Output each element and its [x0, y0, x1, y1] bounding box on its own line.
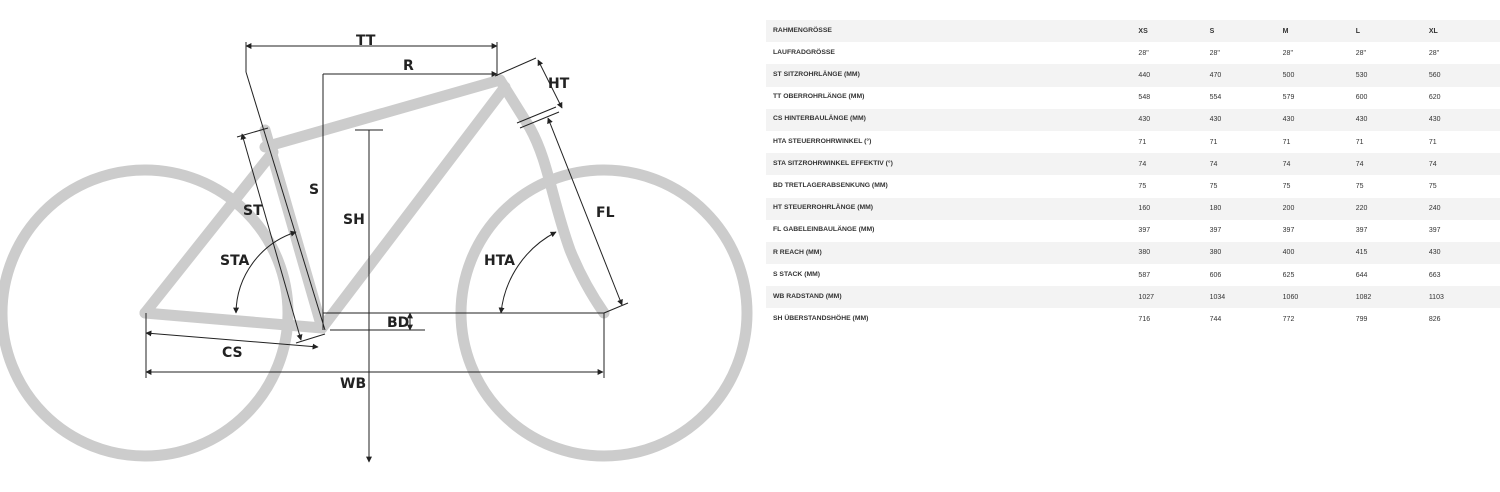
row-value: 554	[1209, 94, 1222, 102]
row-value: 744	[1209, 316, 1222, 324]
header-size-xl: XL	[1428, 27, 1438, 35]
row-value: 620	[1428, 94, 1441, 102]
header-size-l: L	[1355, 27, 1361, 35]
row-value: 75	[1138, 182, 1147, 190]
label-r: R	[403, 58, 414, 74]
row-value: 397	[1138, 227, 1151, 235]
table-row	[766, 42, 1500, 64]
row-label: TT OBERROHRLÄNGE (MM)	[773, 93, 865, 101]
header-label: RAHMENGRÖSSE	[773, 26, 832, 34]
row-value: 430	[1209, 116, 1222, 124]
row-value: 71	[1355, 138, 1364, 146]
row-value: 75	[1355, 182, 1364, 190]
row-label: CS HINTERBAULÄNGE (MM)	[773, 115, 866, 123]
label-sh: SH	[343, 212, 365, 228]
row-value: 74	[1428, 160, 1437, 168]
row-value: 71	[1428, 138, 1437, 146]
row-value: 772	[1282, 316, 1295, 324]
row-value: 240	[1428, 205, 1441, 213]
row-value: 160	[1138, 205, 1151, 213]
row-value: 500	[1282, 71, 1295, 79]
table-header-row	[766, 20, 1500, 42]
row-value: 470	[1209, 71, 1222, 79]
row-value: 28"	[1355, 49, 1367, 57]
label-hta: HTA	[484, 253, 516, 269]
header-size-m: M	[1282, 27, 1289, 35]
row-label: STA SITZROHRWINKEL EFFEKTIV (°)	[773, 159, 893, 167]
header-size-xs: XS	[1138, 27, 1148, 35]
row-value: 74	[1138, 160, 1147, 168]
row-value: 220	[1355, 205, 1368, 213]
row-label: FL GABELEINBAULÄNGE (MM)	[773, 226, 875, 234]
row-value: 716	[1138, 316, 1151, 324]
row-label: ST SITZROHRLÄNGE (MM)	[773, 71, 860, 79]
row-value: 75	[1282, 182, 1291, 190]
row-value: 397	[1428, 227, 1441, 235]
row-label: S STACK (MM)	[773, 270, 821, 278]
row-value: 28"	[1138, 49, 1149, 57]
row-label: WB RADSTAND (MM)	[773, 292, 842, 300]
geometry-table	[766, 20, 1500, 331]
row-value: 397	[1282, 227, 1295, 235]
row-label: HT STEUERROHRLÄNGE (MM)	[773, 204, 874, 212]
row-value: 644	[1355, 271, 1368, 279]
row-value: 600	[1355, 94, 1368, 102]
label-wb: WB	[340, 376, 367, 392]
row-value: 71	[1138, 138, 1147, 146]
row-value: 28"	[1282, 49, 1293, 57]
row-value: 397	[1355, 227, 1368, 235]
row-value: 75	[1428, 182, 1437, 190]
row-value: 1082	[1355, 293, 1372, 301]
row-value: 71	[1209, 138, 1218, 146]
label-tt: TT	[356, 33, 376, 49]
label-bd: BD	[387, 315, 410, 331]
row-value: 663	[1428, 271, 1441, 279]
row-value: 180	[1209, 205, 1222, 213]
table-row	[766, 198, 1500, 220]
row-value: 579	[1282, 94, 1295, 102]
row-value: 380	[1138, 249, 1151, 257]
table-row	[766, 109, 1500, 131]
row-value: 606	[1209, 271, 1222, 279]
row-value: 799	[1355, 316, 1368, 324]
row-value: 430	[1355, 116, 1368, 124]
row-value: 380	[1209, 249, 1222, 257]
table-row	[766, 220, 1500, 242]
row-value: 826	[1428, 316, 1441, 324]
row-value: 400	[1282, 249, 1295, 257]
table-row	[766, 131, 1500, 153]
row-value: 415	[1355, 249, 1368, 257]
row-value: 397	[1209, 227, 1222, 235]
row-value: 74	[1282, 160, 1291, 168]
row-value: 440	[1138, 71, 1151, 79]
label-fl: FL	[596, 205, 615, 221]
table-row	[766, 64, 1500, 86]
row-label: HTA STEUERROHRWINKEL (°)	[773, 137, 872, 145]
row-label: R REACH (MM)	[773, 248, 822, 256]
table-row	[766, 87, 1500, 109]
row-value: 28"	[1209, 49, 1220, 57]
table-row	[766, 153, 1500, 175]
row-value: 625	[1282, 271, 1295, 279]
table-row	[766, 175, 1500, 197]
row-value: 430	[1428, 249, 1441, 257]
row-value: 530	[1355, 71, 1368, 79]
table-row	[766, 242, 1500, 264]
frame	[145, 80, 604, 328]
label-st: ST	[243, 203, 263, 219]
row-value: 560	[1428, 71, 1441, 79]
label-ht: HT	[548, 76, 570, 92]
row-value: 1060	[1282, 293, 1299, 301]
label-sta: STA	[220, 253, 250, 269]
row-value: 28"	[1428, 49, 1440, 57]
row-label: BD TRETLAGERABSENKUNG (MM)	[773, 182, 888, 189]
row-value: 548	[1138, 94, 1151, 102]
label-s: S	[309, 182, 320, 198]
table-row	[766, 286, 1500, 308]
row-value: 75	[1209, 182, 1218, 190]
table-row	[766, 264, 1500, 286]
row-value: 74	[1355, 160, 1364, 168]
row-value: 1103	[1428, 293, 1444, 301]
row-value: 200	[1282, 205, 1295, 213]
row-label: LAUFRADGRÖSSE	[773, 48, 835, 56]
row-value: 1034	[1209, 293, 1226, 301]
row-value: 430	[1138, 116, 1151, 124]
row-value: 1027	[1138, 293, 1154, 301]
label-cs: CS	[222, 345, 243, 361]
row-label: SH ÜBERSTANDSHÖHE (MM)	[773, 315, 869, 323]
row-value: 430	[1428, 116, 1441, 124]
header-size-s: S	[1209, 27, 1215, 35]
table-row	[766, 308, 1500, 330]
row-value: 587	[1138, 271, 1151, 279]
row-value: 430	[1282, 116, 1295, 124]
row-value: 71	[1282, 138, 1291, 146]
dimension-lines	[146, 42, 628, 462]
row-value: 74	[1209, 160, 1218, 168]
